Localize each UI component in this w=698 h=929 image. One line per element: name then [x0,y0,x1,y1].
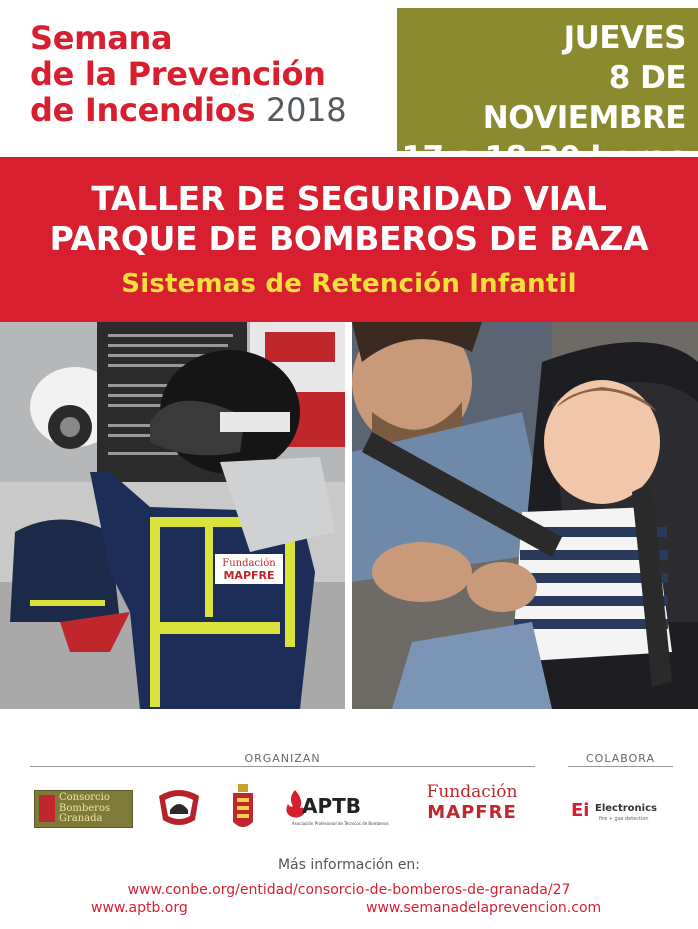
more-info: Más información en: [277,857,421,873]
workshop-band [0,157,698,322]
consorcio-text-1: Consorcio [59,792,110,803]
photo-car-seat [352,322,698,709]
aptb-subtext: Asociación Profesional de Técnicos de Bomberos [292,821,389,826]
link-conbe[interactable]: www.conbe.org/entidad/consorcio-de-bomberos-de-granada/27 [127,882,571,898]
jacket-text-fundacion: Fundación [222,558,276,569]
electronics-text: Electronics [595,803,657,814]
workshop-subtitle: Sistemas de Retención Infantil [121,269,577,299]
organizan-label: ORGANIZAN [244,752,321,765]
electronics-ei-icon: Ei [571,800,590,821]
header [0,0,698,157]
consorcio-shield-icon [39,795,55,822]
title-line-2: de la Prevención [30,55,326,93]
workshop-title-line-1: TALLER DE SEGURIDAD VIAL [91,179,607,218]
title-line-1: Semana [30,19,173,57]
firefighter-emblem-icon [155,788,203,828]
aptb-text: APTB [302,794,362,818]
photos-section [0,322,698,709]
date-weekday: JUEVES [563,20,686,56]
link-aptb[interactable]: www.aptb.org [91,900,188,916]
coat-of-arms-icon [232,784,254,832]
event-title [30,20,346,128]
title-line-3 [30,92,346,128]
logo-aptb [284,788,389,832]
colabora-rule [568,766,673,767]
workshop-title [0,179,698,259]
organizan-rule [30,766,535,767]
logo-electronics [571,800,671,830]
fundacion-text: Fundación [426,782,518,802]
colabora-label: COLABORA [586,752,655,765]
consorcio-text-2: Bomberos [59,802,111,814]
workshop-title-line-2: PARQUE DE BOMBEROS DE BAZA [49,219,649,258]
mapfre-text: MAPFRE [427,802,517,823]
link-semana-prevencion[interactable]: www.semanadelaprevencion.com [366,900,602,916]
logo-fundacion-mapfre [412,783,532,824]
jacket-text-mapfre: MAPFRE [223,569,275,582]
logo-consorcio-bomberos [34,790,133,828]
electronics-subtext: fire + gas detection [599,816,649,822]
consorcio-text-3: Granada [59,813,103,824]
title-line-3-text: de Incendios [30,91,256,129]
logos-row [0,780,698,840]
date-day: 8 DE NOVIEMBRE [482,60,686,136]
photo-child-firefighter [0,322,345,709]
title-year: 2018 [266,91,347,129]
date-box [397,8,698,151]
